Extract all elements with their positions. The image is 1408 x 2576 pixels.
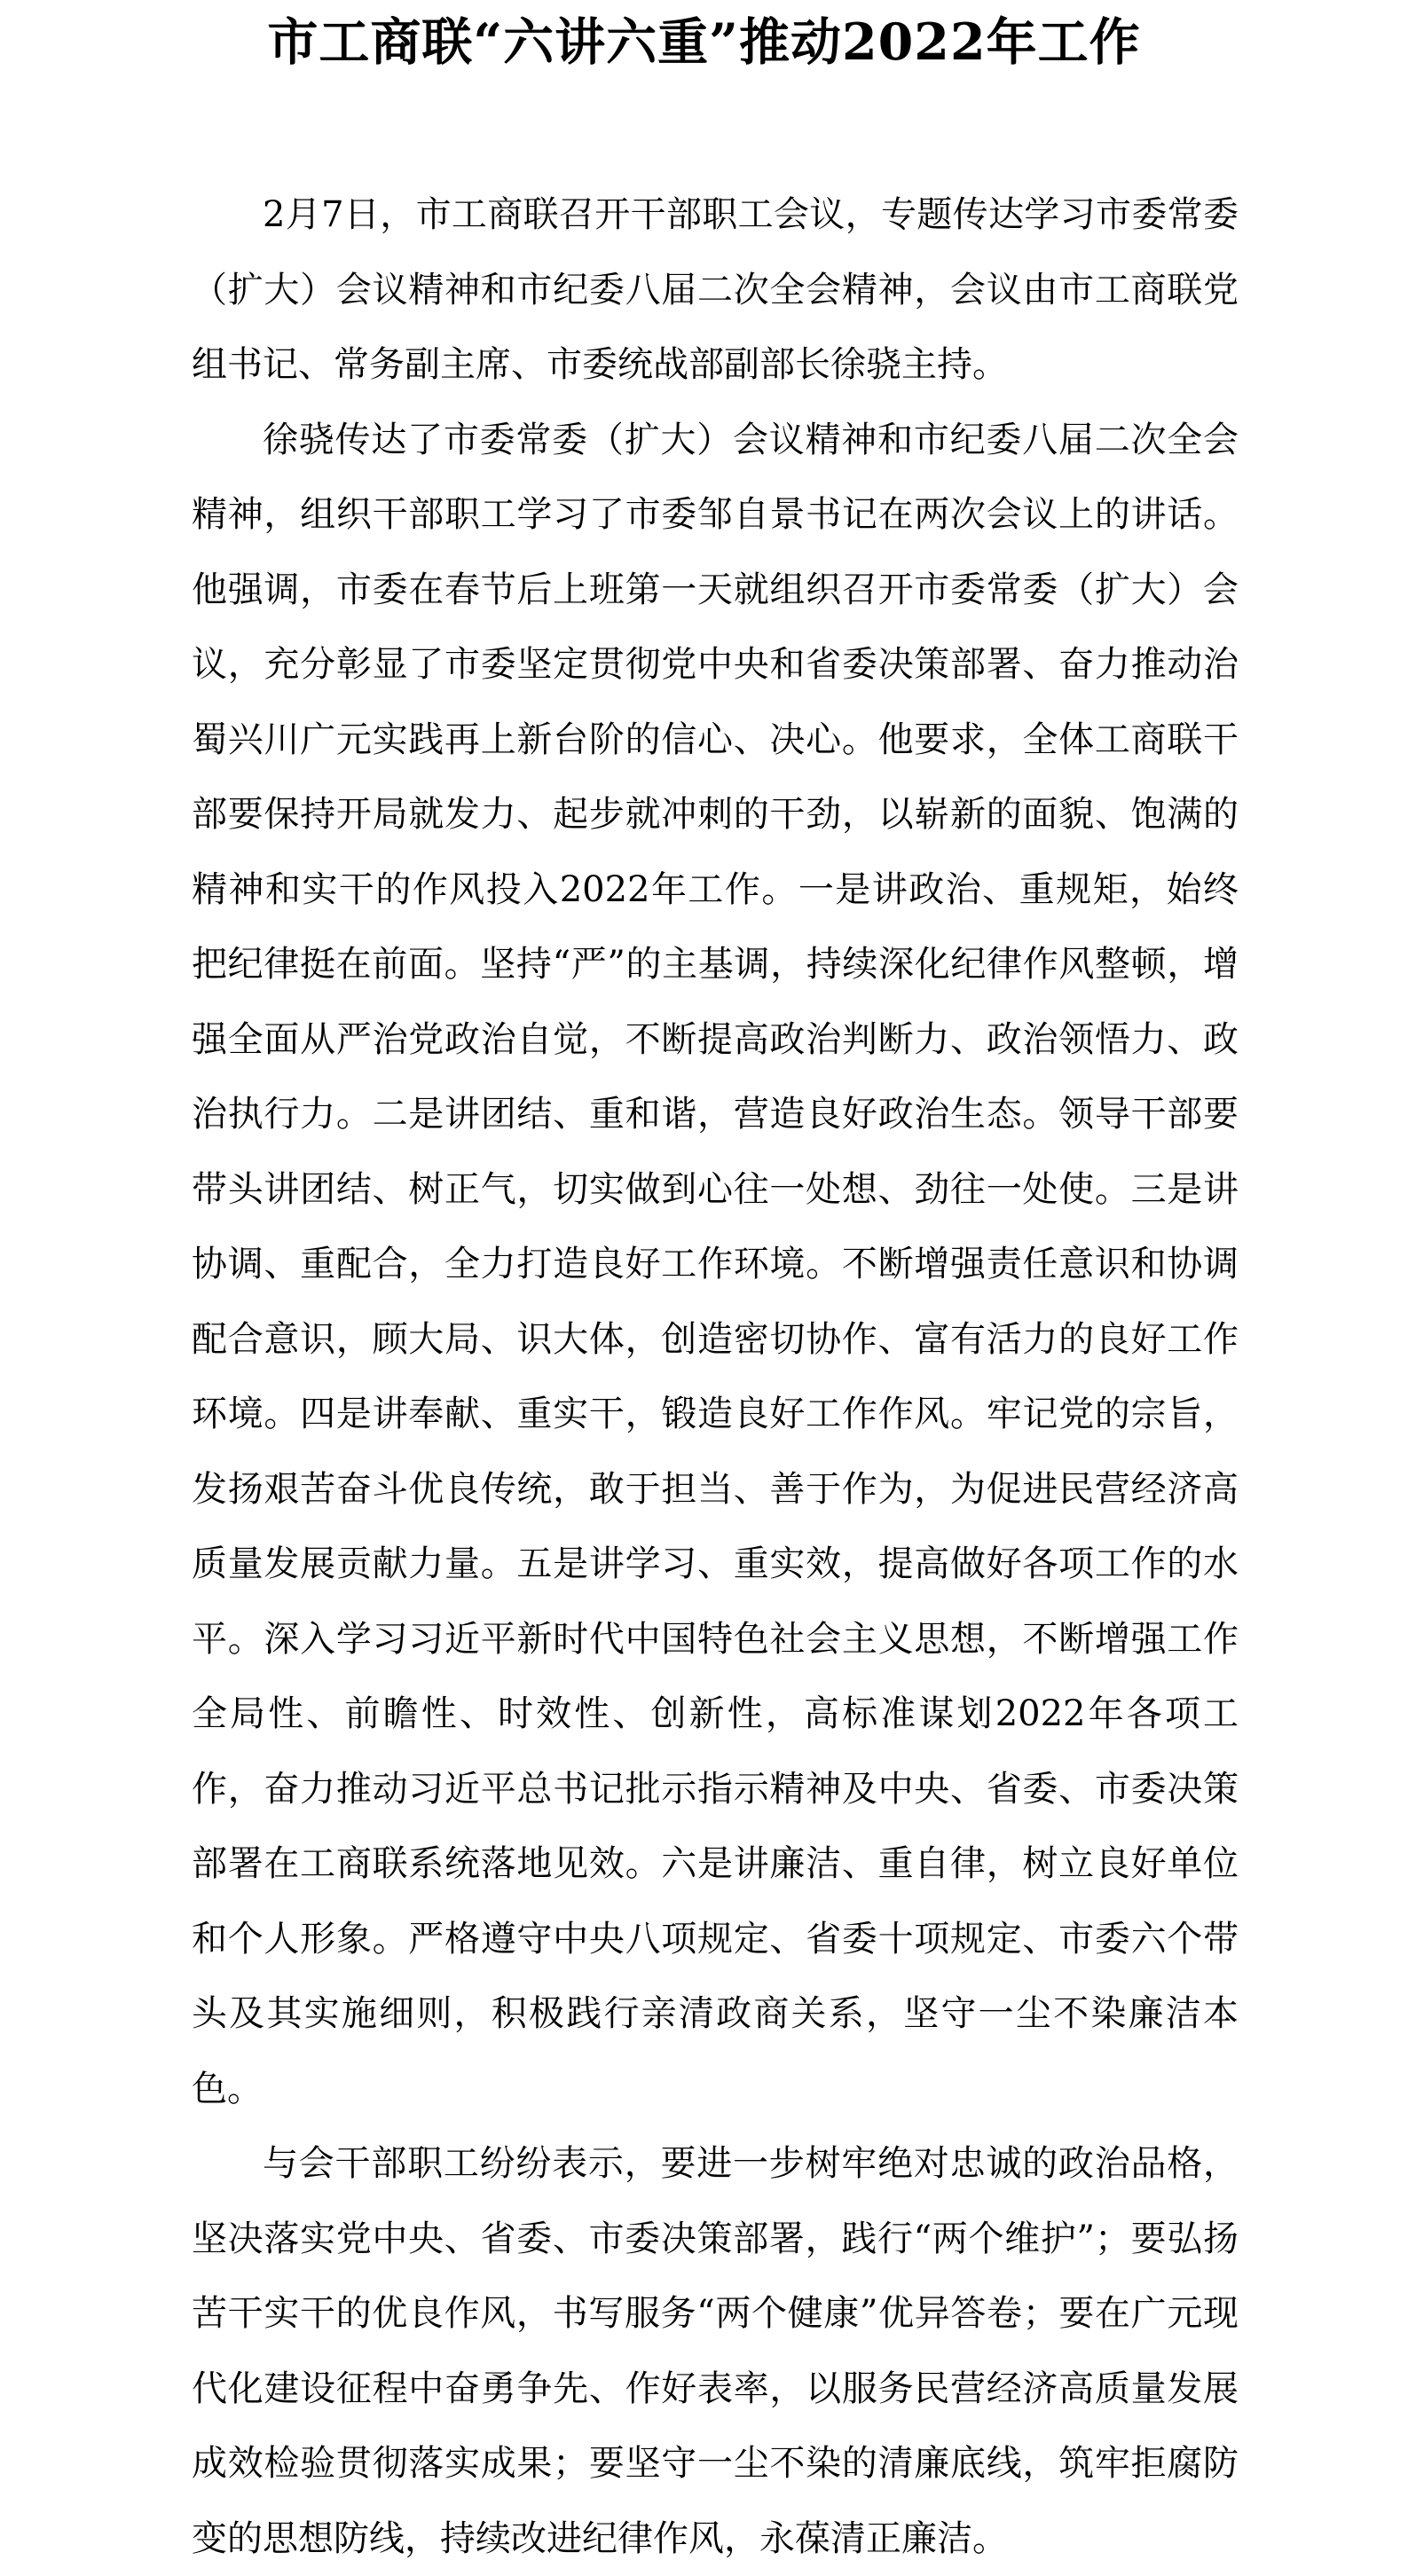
- article-body: [192, 177, 1239, 2576]
- article-title: 市工商联“六讲六重”推动2022年工作: [267, 12, 1141, 72]
- paragraph-staff-response: 与会干部职工纷纷表示，要进一步树牢绝对忠诚的政治品格，坚决落实党中央、省委、市委决策部署，践行“两个维护”；要弘扬苦干实干的优良作风，书写服务“两个健康”优异答卷；要在广元现代化建设征程中奋勇争先、作好表率，以服务民营经济高质量发展成效检验贯彻落实成果；要坚守一尘不染的清廉底线，筑牢拒腐防变的思想防线，持续改进纪律作风，永葆清正廉洁。: [192, 2143, 1239, 2559]
- paragraph-meeting-intro: 2月7日，市工商联召开干部职工会议，专题传达学习市委常委（扩大）会议精神和市纪委八届二次全会精神，会议由市工商联党组书记、常务副主席、市委统战部副部长徐骁主持。: [192, 194, 1239, 385]
- paragraph-xu-xiao-speech: 徐骁传达了市委常委（扩大）会议精神和市纪委八届二次全会精神，组织干部职工学习了市委邹自景书记在两次会议上的讲话。他强调，市委在春节后上班第一天就组织召开市委常委（扩大）会议，充分彰显了市委坚定贯彻党中央和省委决策部署、奋力推动治蜀兴川广元实践再上新台阶的信心、决心。他要求，全体工商联干部要保持开局就发力、起步就冲刺的干劲，以崭新的面貌、饱满的精神和实干的作风投入2022年工作。一是讲政治、重规矩，始终把纪律挺在前面。坚持“严”的主基调，持续深化纪律作风整顿，增强全面从严治党政治自觉，不断提高政治判断力、政治领悟力、政治执行力。二是讲团结、重和谐，营造良好政治生态。领导干部要带头讲团结、树正气，切实做到心往一处想、劲往一处使。三是讲协调、重配合，全力打造良好工作环境。不断增强责任意识和协调配合意识，顾大局、识大体，创造密切协作、富有活力的良好工作环境。四是讲奉献、重实干，锻造良好工作作风。牢记党的宗旨，发扬艰苦奋斗优良传统，敢于担当、善于作为，为促进民营经济高质量发展贡献力量。五是讲学习、重实效，提高做好各项工作的水平。深入学习习近平新时代中国特色社会主义思想，不断增强工作全局性、前瞻性、时效性、创新性，高标准谋划2022年各项工作，奋力推动习近平总书记批示指示精神及中央、省委、市委决策部署在工商联系统落地见效。六是讲廉洁、重自律，树立良好单位和个人形象。严格遵守中央八项规定、省委十项规定、市委六个带头及其实施细则，积极践行亲清政商关系，坚守一尘不染廉洁本色。: [192, 419, 1239, 2109]
